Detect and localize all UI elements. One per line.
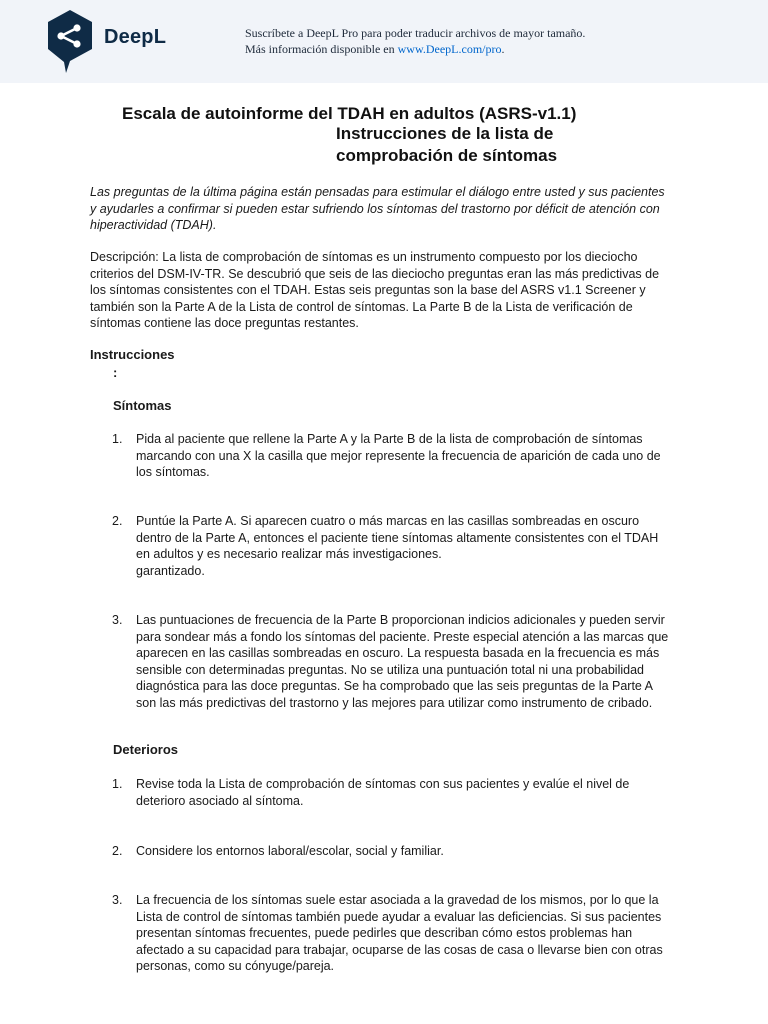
symptoms-list-item (112, 513, 672, 579)
list-number: 1. (112, 432, 123, 446)
list-number: 3. (112, 613, 123, 627)
deepl-banner (0, 0, 768, 83)
deepl-logo-text[interactable]: DeepL (104, 26, 167, 48)
list-item-text: Las puntuaciones de frecuencia de la Parte B proporcionan indicios adicionales y pueden servir para sondear más a fondo los síntomas del paciente. Preste especial atención a las marcas que aparecen en las casillas sombreadas en oscuro. La respuesta basada en la frecuencia es más sensible con determinadas preguntas. No se utiliza una puntuación total ni una probabilidad diagnóstica para las doce preguntas. Se ha comprobado que las seis preguntas de la Parte A son las más predictivas del trastorno y las mejores para utilizar como instrumento de cribado. (136, 613, 669, 710)
document-title: Escala de autoinforme del TDAH en adultos (ASRS-v1.1) (122, 104, 577, 123)
instructions-colon: : (113, 365, 118, 380)
list-number: 2. (112, 844, 123, 858)
impairments-list-item (112, 776, 672, 809)
document-subtitle-line-1: Instrucciones de la lista de (336, 124, 554, 143)
deepl-pro-link[interactable]: www.DeepL.com/pro (397, 42, 502, 56)
list-number: 1. (112, 777, 123, 791)
list-item-text-extra: garantizado. (136, 563, 205, 578)
promo-line-2-prefix: Más información disponible en (245, 42, 398, 56)
list-item-text: La frecuencia de los síntomas suele estar asociada a la gravedad de los mismos, por lo que la Lista de control de síntomas también puede ayudar a evaluar las deficiencias. Si sus pacientes presentan síntomas frecuentes, puede pedirles que describan cómo estos problemas han afectado a su capacidad para trabajar, ocuparse de las cosas de casa o llevarse bien con otras personas, como su cónyuge/pareja. (136, 893, 663, 973)
impairments-list-item (112, 843, 672, 860)
symptoms-list-item (112, 612, 672, 711)
promo-text (245, 25, 585, 57)
description-paragraph: Descripción: La lista de comprobación de síntomas es un instrumento compuesto por los dieciocho criterios del DSM-IV-TR. Se descubrió que seis de las dieciocho preguntas eran las más predictivas de los síntomas consistentes con el TDAH. Estas seis preguntas son la base del ASRS v1.1 Screener y también son la Parte A de la Lista de control de síntomas. La Parte B de la Lista de verificación de síntomas contiene las doce preguntas restantes. (90, 250, 660, 330)
symptoms-list-item (112, 431, 672, 481)
list-item-text: Revise toda la Lista de comprobación de síntomas con sus pacientes y evalúe el nivel de deterioro asociado al síntoma. (136, 777, 630, 808)
promo-line-2-suffix: . (501, 42, 505, 56)
document-subtitle-line-2: comprobación de síntomas (336, 146, 558, 165)
symptoms-heading: Síntomas (113, 398, 172, 413)
list-item-text: Pida al paciente que rellene la Parte A y la Parte B de la lista de comprobación de síntomas marcando con una X la casilla que mejor represente la frecuencia de aparición de cada uno de los síntomas. (136, 432, 661, 479)
list-item-text: Considere los entornos laboral/escolar, social y familiar. (136, 844, 444, 858)
impairments-heading: Deterioros (113, 742, 179, 757)
intro-paragraph: Las preguntas de la última página están pensadas para estimular el diálogo entre usted y sus pacientes y ayudarles a confirmar si pueden estar sufriendo los síntomas del trastorno por déficit de atención con hiperactividad (TDAH). (90, 185, 665, 232)
deepl-logo-icon[interactable] (46, 9, 94, 74)
promo-line-1: Suscríbete a DeepL Pro para poder traducir archivos de mayor tamaño. (245, 26, 586, 40)
promo-line-2 (245, 41, 585, 57)
list-number: 2. (112, 514, 123, 528)
instructions-heading: Instrucciones (90, 347, 175, 362)
impairments-list-item (112, 892, 672, 975)
list-number: 3. (112, 893, 123, 907)
list-item-text: Puntúe la Parte A. Si aparecen cuatro o más marcas en las casillas sombreadas en oscuro dentro de la Parte A, entonces el paciente tiene síntomas altamente consistentes con el TDAH en adultos y es necesario realizar más investigaciones. (136, 514, 659, 561)
